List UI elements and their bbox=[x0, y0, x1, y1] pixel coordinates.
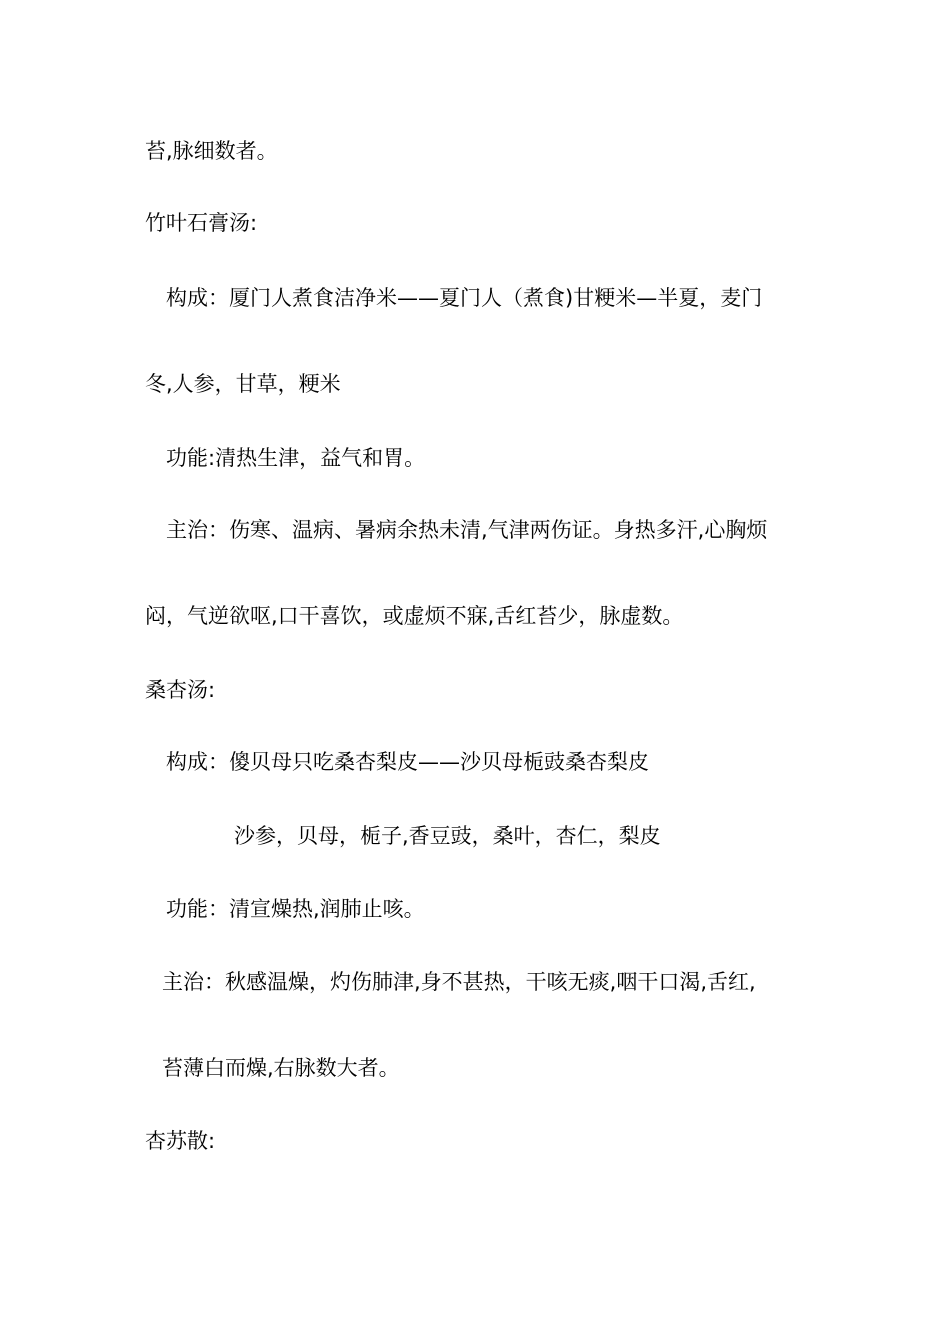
text-line-9: 构成：傻贝母只吃桑杏梨皮——沙贝母栀豉桑杏梨皮 bbox=[166, 750, 649, 774]
text-line-5: 功能:清热生津，益气和胃。 bbox=[166, 446, 426, 470]
heading-xingsu-san: 杏苏散: bbox=[145, 1129, 216, 1153]
text-line-12: 主治：秋感温燥，灼伤肺津,身不甚热，干咳无痰,咽干口渴,舌红, bbox=[162, 970, 756, 994]
text-line-6: 主治：伤寒、温病、暑病余热未清,气津两伤证。身热多汗,心胸烦 bbox=[166, 518, 768, 542]
text-line-11: 功能：清宣燥热,润肺止咳。 bbox=[166, 897, 425, 921]
text-line-1: 苔,脉细数者。 bbox=[145, 139, 278, 163]
heading-sangxing-tang: 桑杏汤: bbox=[145, 678, 216, 702]
text-line-7: 闷，气逆欲呕,口干喜饮，或虚烦不寐,舌红苔少，脉虚数。 bbox=[145, 604, 684, 628]
text-line-3: 构成：厦门人煮食洁净米——夏门人（煮食)甘粳米—半夏，麦门 bbox=[166, 286, 763, 310]
text-line-10: 沙参，贝母，栀子,香豆豉，桑叶，杏仁，梨皮 bbox=[234, 824, 661, 848]
text-line-4: 冬,人参，甘草，粳米 bbox=[145, 372, 341, 396]
heading-zhuye-shigao-tang: 竹叶石膏汤: bbox=[145, 211, 258, 235]
text-line-13: 苔薄白而燥,右脉数大者。 bbox=[162, 1056, 400, 1080]
